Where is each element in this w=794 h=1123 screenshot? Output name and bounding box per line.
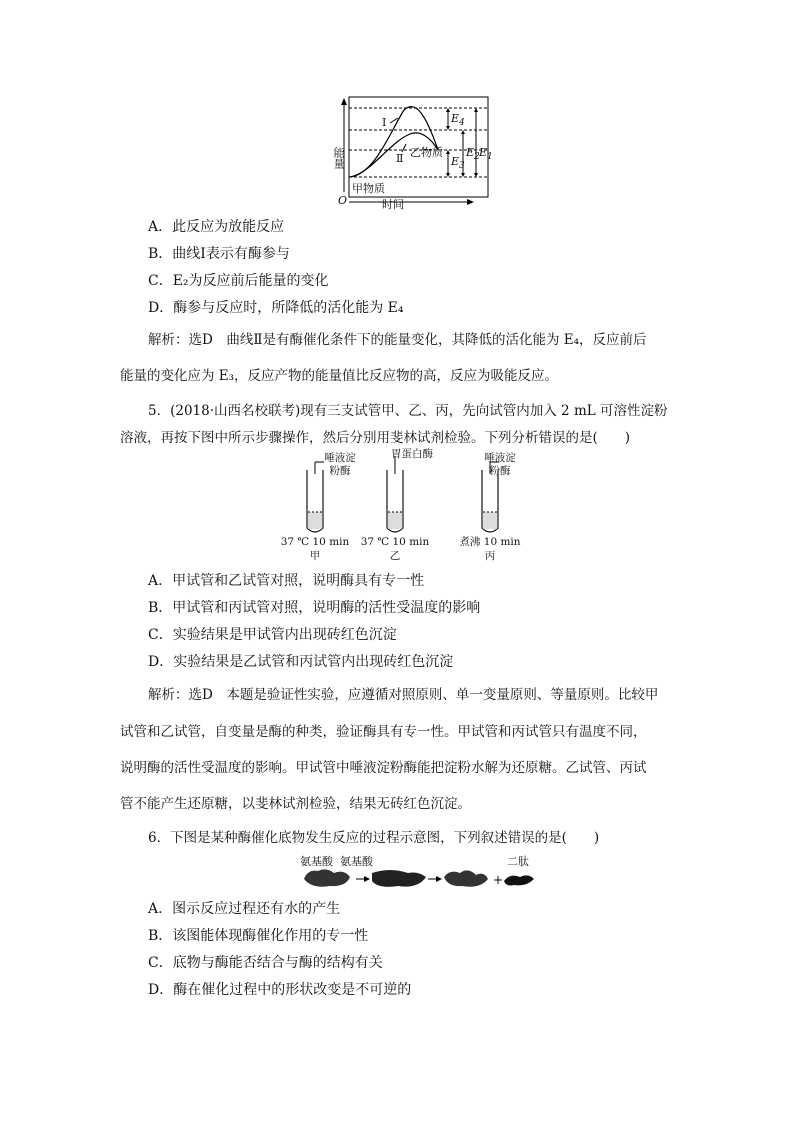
energy-diagram (320, 92, 520, 210)
dipeptide-label: 二肽 (507, 855, 529, 868)
tube-1-name: 甲 (309, 550, 321, 562)
q5-analysis-line-2: 试管和乙试管，自变量是酶的种类，验证酶具有专一性。甲试管和丙试管只有温度不同， (120, 724, 647, 740)
tube-2-condition: 37 ℃ 10 min (360, 536, 430, 548)
tube-3-reagent: 唾液淀 粉酶 (484, 452, 516, 477)
svg-text:+: + (493, 873, 504, 887)
tube-2-name: 乙 (389, 550, 401, 562)
q5-option-d: D．实验结果是乙试管和丙试管内出现砖红色沉淀 (148, 654, 454, 670)
q5-analysis-line-3: 说明酶的活性受温度的影响。甲试管中唾液淀粉酶能把淀粉水解为还原糖。乙试管、丙试 (120, 760, 647, 776)
e4-label: $E_4$ (451, 112, 465, 129)
q4-analysis-line-1: 解析：选D 曲线Ⅱ是有酶催化条件下的能量变化，其降低的活化能为 E₄，反应前后 (148, 332, 647, 348)
q5-analysis-line-4: 管不能产生还原糖，以斐林试剂检验，结果无砖红色沉淀。 (120, 796, 471, 812)
enzyme-process-svg (300, 853, 540, 895)
e3-label: $E_3$ (451, 155, 465, 172)
q5-option-b: B．甲试管和丙试管对照，说明酶的活性受温度的影响 (148, 600, 481, 616)
x-axis-label: 时间 (382, 198, 404, 211)
origin-label: O (338, 194, 348, 207)
y-axis-label: 能量 (332, 147, 345, 169)
amino-acid-label-2: 氨基酸 (340, 855, 373, 868)
tube-1-reagent: 唾液淀 粉酶 (324, 452, 356, 477)
substrate-label: 甲物质 (352, 182, 385, 195)
q6-option-b: B．该图能体现酶催化作用的专一性 (148, 928, 369, 944)
tube-2-reagent: 胃蛋白酶 (391, 448, 433, 460)
q4-option-b: B．曲线Ⅰ表示有酶参与 (148, 246, 290, 262)
tube-1-condition: 37 ℃ 10 min (280, 536, 350, 548)
q6-option-d: D．酶在催化过程中的形状改变是不可逆的 (148, 982, 412, 998)
q5-stem-line-2: 溶液，再按下图中所示步骤操作，然后分别用斐林试剂检验。下列分析错误的是( ) (120, 430, 631, 446)
q6-option-a: A．图示反应过程还有水的产生 (148, 901, 341, 917)
q6-stem: 6．下图是某种酶催化底物发生反应的过程示意图，下列叙述错误的是( ) (148, 830, 600, 846)
tube-3-name: 丙 (484, 550, 496, 562)
product-label: 乙物质 (410, 146, 443, 159)
q4-analysis-line-2: 能量的变化应为 E₃，反应产物的能量值比反应物的高，反应为吸能反应。 (120, 368, 559, 384)
test-tube-figure (280, 448, 521, 564)
q6-option-c: C．底物与酶能否结合与酶的结构有关 (148, 955, 383, 971)
q4-option-d: D．酶参与反应时，所降低的活化能为 E₄ (148, 300, 404, 316)
q4-option-a: A．此反应为放能反应 (148, 219, 285, 235)
q5-option-a: A．甲试管和乙试管对照，说明酶具有专一性 (148, 573, 425, 589)
e1-label: $E_1$ (479, 146, 493, 163)
q5-stem-line-1: 5．(2018·山西名校联考)现有三支试管甲、乙、丙，先向试管内加入 2 mL 可溶性淀粉 (148, 403, 668, 419)
amino-acid-label-1: 氨基酸 (300, 855, 333, 868)
q5-option-c: C．实验结果是甲试管内出现砖红色沉淀 (148, 627, 397, 643)
enzyme-process-figure (300, 853, 540, 895)
e2-label: $E_2$ (466, 146, 480, 163)
curve-1-label: Ⅰ (382, 116, 387, 129)
q4-option-c: C．E₂为反应前后能量的变化 (148, 273, 329, 289)
tube-3-condition: 煮沸 10 min (459, 536, 521, 548)
curve-2-label: Ⅱ (396, 152, 404, 165)
q5-analysis-line-1: 解析：选D 本题是验证性实验，应遵循对照原则、单一变量原则、等量原则。比较甲 (148, 687, 659, 703)
